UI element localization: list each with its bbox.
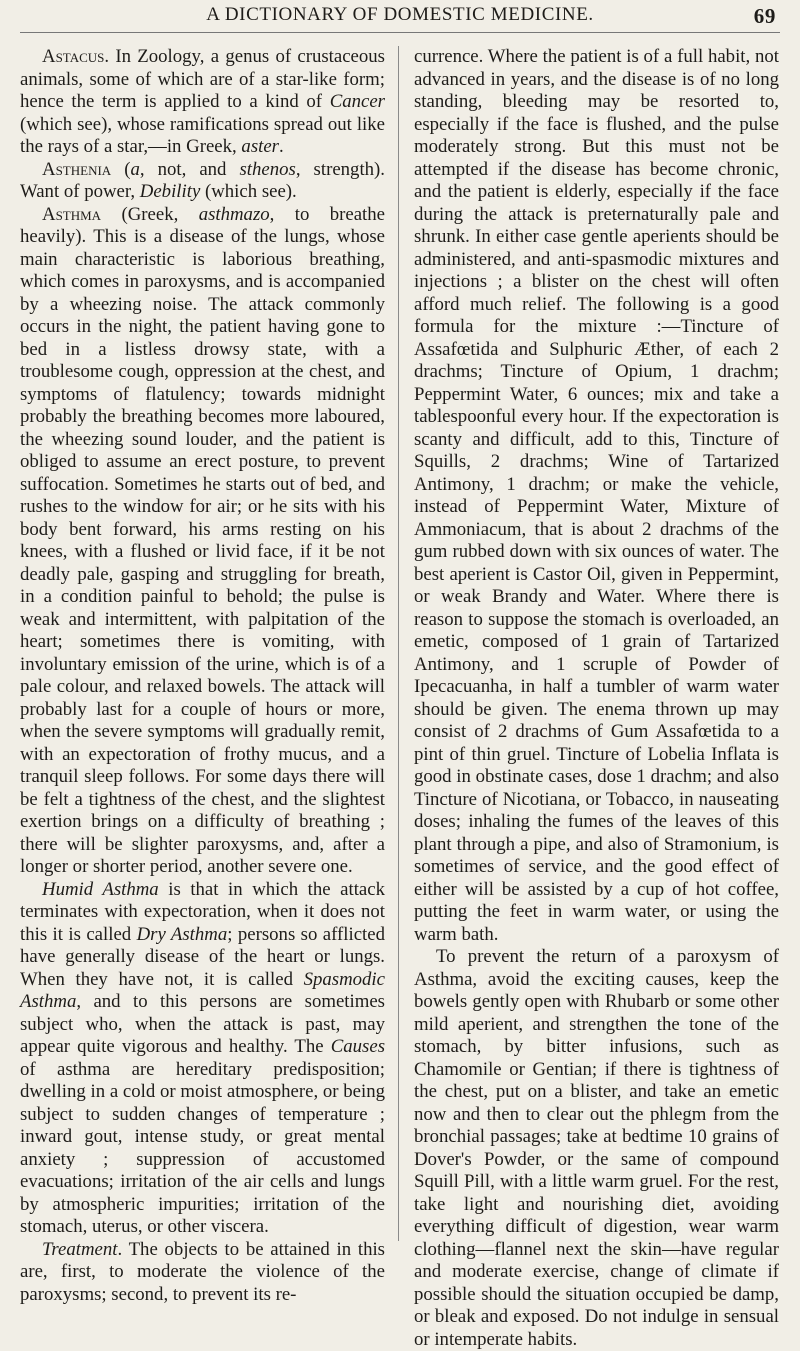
entry-text: . In Zoology, a genus of crustaceous animals, some of which are of a star-like form; hence the term is applied to a kind of [20, 46, 385, 112]
entry-text: , to breathe heavily). This is a disease of the lungs, whose main characteristic is laborious breathing, which comes in paroxysms, and is accompanied by a wheezing noise. The attack commonly occurs in the night, the patient having gone to bed in a listless drowsy state, with a troublesome cough, oppression at the chest, and symptoms of flatulency; towards midnight probably the breathing becomes more laboured, the wheezing sound louder, and the patient is obliged to assume an erect posture, to prevent suffocation. Sometimes he starts out of bed, and rushes to the window for air; or he sits with his body bent forward, his arms resting on his knees, with a flushed or livid face, if it be not deadly pale, gasping and struggling for breath, in a condition painful to behold; the pulse is weak and intermittent, with palpitation of the heart; sometimes there is vomiting, with involuntary emission of the urine, which is of a pale colour, and relaxed bowels. The attack will probably last for a couple of hours or more, when the severe symptoms will gradually remit, with an expectoration of frothy mucus, and a tranquil sleep follows. For some days there will be felt a tightness of the chest, and the slightest exertion brings on a difficulty of breathing ; there will be slighter paroxysms, and, after a longer or shorter period, another severe one. [20, 203, 385, 877]
greek-term: aster [241, 136, 279, 157]
column-divider [398, 46, 399, 1241]
page-number: 69 [753, 4, 776, 28]
greek-term: asthmazo [198, 203, 270, 225]
right-column [414, 46, 779, 1351]
headword: Astacus [42, 46, 105, 67]
entry-text: , strength). Want of power, [20, 158, 385, 202]
entry-text: of asthma are hereditary predisposition; dwelling in a cold or moist atmosphere, or being subject to sudden changes of temperature ; inward gout, intense study, or great mental anxiety ; suppression of accustomed evacuations; irritation of the air cells and lungs by atmospheric impurities; irritation of the stomach, uterus, or other viscera. [20, 1058, 385, 1237]
entry-asthenia [20, 159, 385, 204]
subheading: Dry Asthma [136, 923, 228, 945]
entry-asthma [20, 204, 385, 879]
entry-text: ; persons so afflicted have generally disease of the heart or lungs. When they have not, it is called [20, 923, 385, 990]
cross-reference: Debility [139, 181, 201, 202]
subheading: Spasmodic Asthma [20, 968, 385, 1012]
entry-text: ( [111, 158, 131, 180]
greek-term: a [130, 158, 140, 180]
entry-text: (Greek, [101, 203, 199, 225]
subheading: Treatment [42, 1238, 118, 1260]
entry-text: is that in which the attack terminates with expectoration, when it does not this it is called [20, 878, 385, 945]
paragraph-treatment-continued: currence. Where the patient is of a full habit, not advanced in years, and the disease is of no long standing, bleeding may be resorted to, especially if the face is flushed, and the pulse moderately strong. But this must not be attempted if the disease has become chronic, and the patient is elderly, especially if the face during the attack is preternaturally pale and shrunk. In either case gentle aperients should be administered, and anti-spasmodic mixtures and injections ; a blister on the chest will often afford much relief. The following is a good formula for the mixture :—Tincture of Assafœtida and Sulphuric Æther, of each 2 drachms; Tincture of Opium, 1 drachm; Peppermint Water, 6 ounces; mix and take a tablespoonful every hour. If the expectoration is scanty and difficult, add to this, Tincture of Squills, 2 drachms; Wine of Tartarized Antimony, 1 drachm; or make the vehicle, instead of Peppermint Water, Mixture of Ammoniacum, that is about 2 drachms of the gum rubbed down with six ounces of water. The best aperient is Castor Oil, given in Peppermint, or weak Brandy and Water. Where there is reason to suppose the stomach is overloaded, an emetic, composed of 1 grain of Tartarized Antimony, and 1 scruple of Powder of Ipecacuanha, in half a tumbler of warm water should be given. The enema thrown up may consist of 2 drachms of Gum Assafœtida to a pint of thin gruel. Tincture of Lobelia Inflata is good in obstinate cases, dose 1 drachm; and also Tincture of Nicotiana, or Tobacco, in nauseating doses; inhaling the fumes of the leaves of this plant through a pipe, and also of Stramonium, is sometimes of service, and the good effect of either will be assisted by a cup of hot coffee, putting the feet in warm water, or using the warm bath. [414, 46, 779, 945]
header-rule [20, 32, 780, 33]
cross-reference: Cancer [329, 91, 385, 112]
subheading: Causes [330, 1036, 385, 1057]
entry-text: , and to this persons are sometimes subject who, when the attack is past, may appear quite vigorous and healthy. The [20, 991, 385, 1057]
subheading: Humid Asthma [42, 878, 159, 900]
headword: Asthenia [42, 158, 112, 180]
paragraph-asthma-types [20, 879, 385, 1239]
running-header [20, 4, 780, 30]
greek-term: sthenos [239, 158, 296, 180]
entry-astacus [20, 46, 385, 159]
headword: Asthma [42, 203, 102, 225]
left-column [20, 46, 385, 1306]
running-title: A DICTIONARY OF DOMESTIC MEDICINE. [206, 4, 594, 25]
entry-text: (which see). [200, 181, 297, 202]
entry-text: . [278, 136, 284, 157]
paragraph-prevention: To prevent the return of a paroxysm of Asthma, avoid the exciting causes, keep the bowels gently open with Rhubarb or some other mild aperient, and strengthen the tone of the stomach, by bitter infusions, such as Chamomile or Gentian; if there is tightness of the chest, put on a blister, and take an emetic now and then to clear out the phlegm from the bronchial passages; take at bedtime 10 grains of Dover's Powder, or the same of compound Squill Pill, with a little warm gruel. For the rest, take light and nourishing diet, avoiding everything difficult of digestion, wear warm clothing—flannel next the skin—have regular and moderate exercise, change of climate if possible should the situation occupied be damp, or bleak and exposed. Do not indulge in sensual or intemperate habits. [414, 946, 779, 1350]
entry-text: . The objects to be attained in this are, first, to moderate the violence of the paroxysms; second, to prevent its re- [20, 1238, 385, 1305]
entry-text: , not, and [139, 158, 240, 180]
entry-text: (which see), whose ramifications spread out like the rays of a star,—in Greek, [20, 113, 385, 157]
